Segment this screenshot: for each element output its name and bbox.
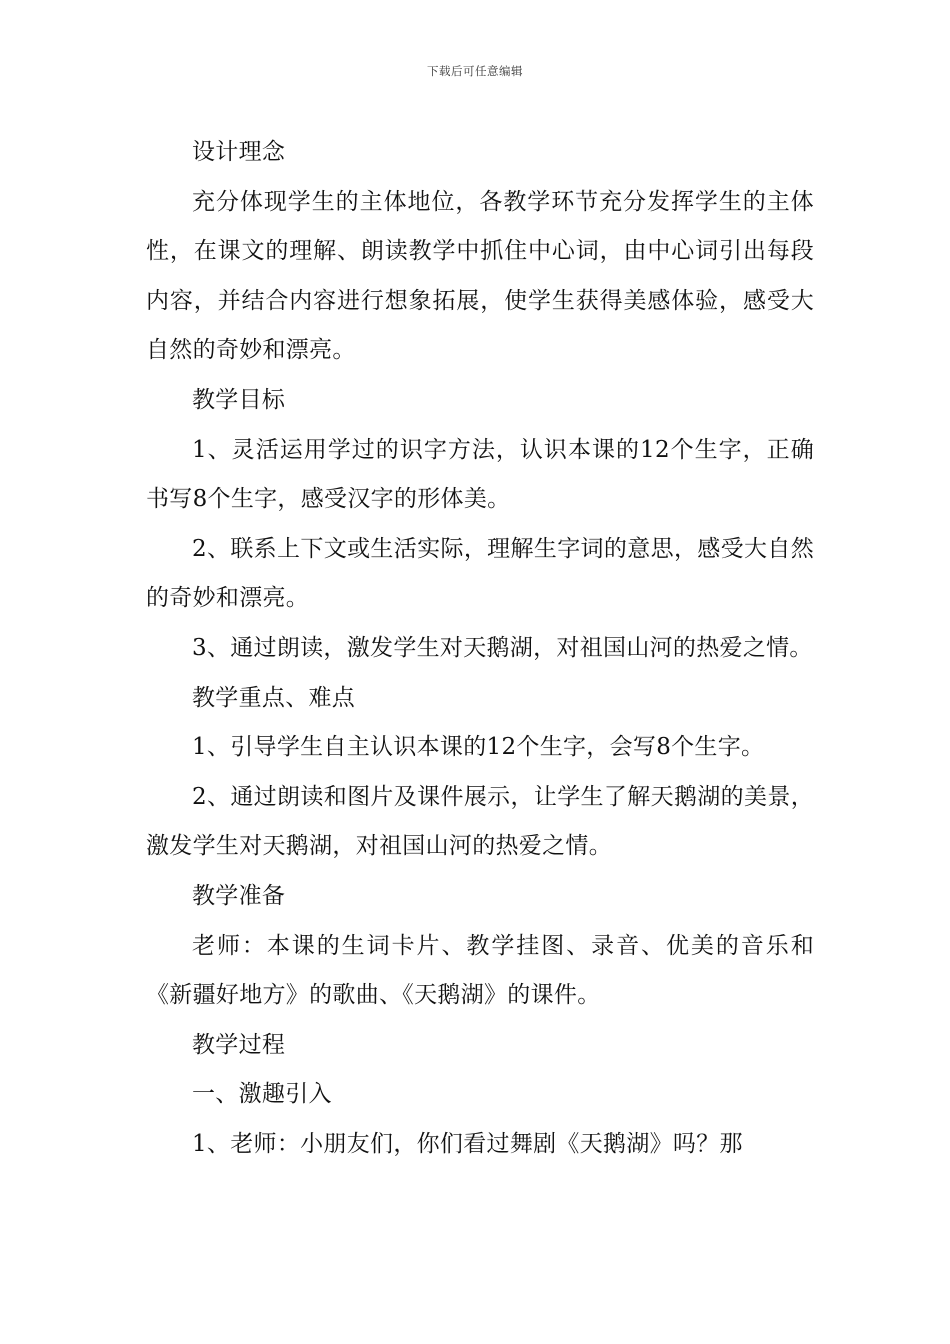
list-item: 2、通过朗读和图片及课件展示，让学生了解天鹅湖的美景，激发学生对天鹅湖，对祖国山河的热爱之情。 bbox=[146, 783, 814, 860]
section-heading: 教学过程 bbox=[192, 1031, 286, 1058]
list-item: 1、老师：小朋友们，你们看过舞剧《天鹅湖》吗？那 bbox=[192, 1130, 743, 1157]
section-heading: 教学重点、难点 bbox=[192, 684, 356, 711]
section-heading: 教学目标 bbox=[192, 386, 286, 413]
section-heading: 设计理念 bbox=[192, 139, 286, 165]
list-item: 1、引导学生自主认识本课的12个生字，会写8个生字。 bbox=[192, 734, 765, 761]
list-item: 3、通过朗读，激发学生对天鹅湖，对祖国山河的热爱之情。 bbox=[192, 634, 813, 661]
subsection-heading: 一、激趣引入 bbox=[192, 1081, 332, 1108]
section-heading: 教学准备 bbox=[192, 882, 286, 909]
page-header: 下载后可任意编辑 bbox=[427, 64, 523, 78]
list-item: 2、联系上下文或生活实际，理解生字词的意思，感受大自然的奇妙和漂亮。 bbox=[146, 535, 814, 612]
list-item: 1、灵活运用学过的识字方法，认识本课的12个生字，正确书写8个生字，感受汉字的形体美。 bbox=[146, 436, 814, 513]
document-body bbox=[146, 128, 814, 1169]
paragraph: 老师：本课的生词卡片、教学挂图、录音、优美的音乐和《新疆好地方》的歌曲、《天鹅湖》的课件。 bbox=[146, 932, 814, 1009]
paragraph: 充分体现学生的主体地位，各教学环节充分发挥学生的主体性，在课文的理解、朗读教学中抓住中心词，由中心词引出每段内容，并结合内容进行想象拓展，使学生获得美感体验，感受大自然的奇妙和漂亮。 bbox=[146, 188, 814, 364]
